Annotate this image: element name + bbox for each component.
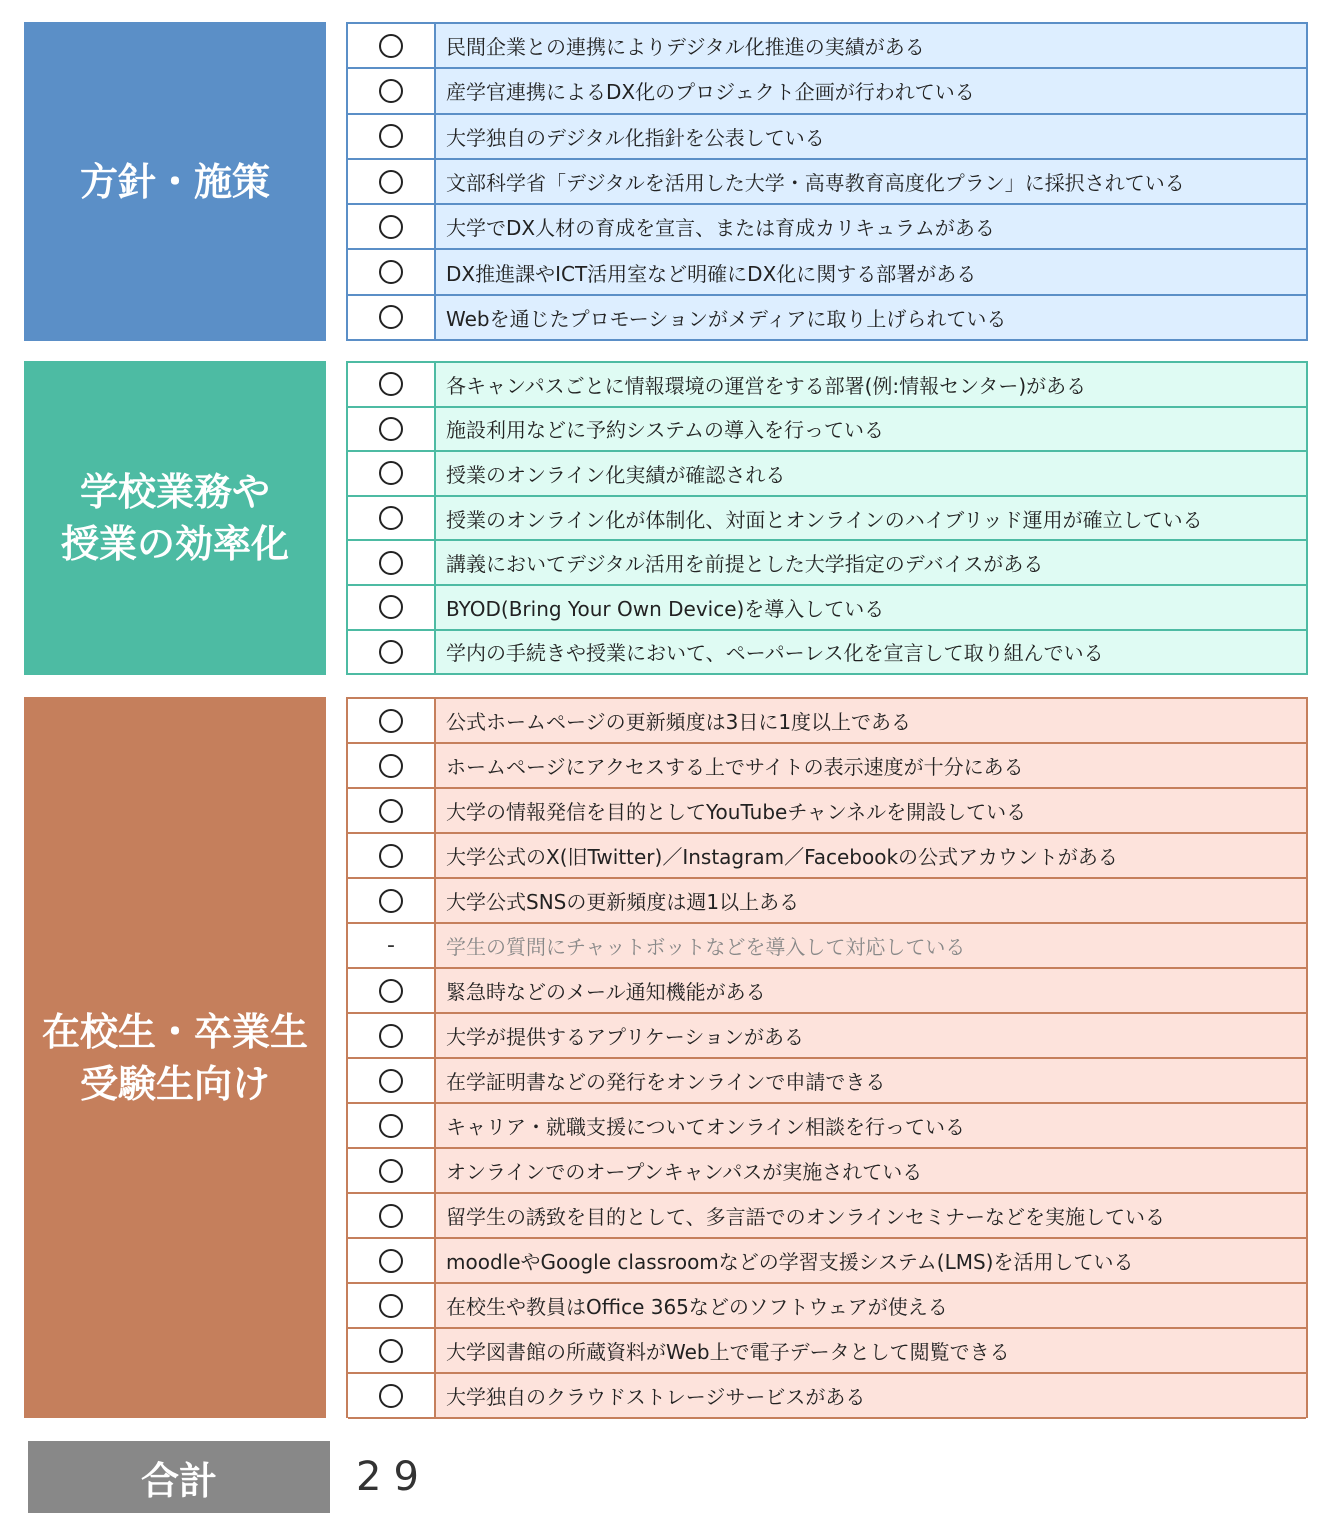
criterion-text: 文部科学省「デジタルを活用した大学・高専教育高度化プラン」に採択されている: [446, 171, 1185, 196]
status-cell: [348, 250, 436, 293]
criterion-text: DX推進課やICT活用室など明確にDX化に関する部署がある: [446, 261, 977, 286]
checklist: [346, 697, 1308, 1418]
criterion-text: ホームページにアクセスする上でサイトの表示速度が十分にある: [446, 755, 1024, 779]
criterion-text: 公式ホームページの更新頻度は3日に1度以上である: [446, 710, 912, 734]
criterion-text: 大学独自のデジタル化指針を公表している: [446, 125, 825, 150]
section-policy: [24, 22, 1308, 341]
criterion-text: 産学官連携によるDX化のプロジェクト企画が行われている: [446, 80, 975, 105]
status-cell: [348, 205, 436, 248]
status-cell: [348, 497, 436, 540]
circle-mark-icon: [379, 1294, 403, 1318]
criterion-text: 民間企業との連携によりデジタル化推進の実績がある: [446, 35, 925, 60]
criterion-text: 在校生や教員はOffice 365などのソフトウェアが使える: [446, 1295, 948, 1319]
status-cell: [348, 408, 436, 451]
status-cell: [348, 24, 436, 67]
status-cell: [348, 1059, 436, 1102]
criterion-text: 大学公式のX(旧Twitter)／Instagram／Facebookの公式アカウントがある: [446, 845, 1118, 869]
criterion-text: 授業のオンライン化実績が確認される: [446, 462, 786, 487]
checklist-row: [348, 160, 1306, 205]
checklist-row: [348, 1194, 1306, 1239]
circle-mark-icon: [379, 1114, 403, 1138]
status-cell: [348, 1014, 436, 1057]
status-cell: [348, 924, 436, 967]
checklist-row: [348, 452, 1306, 497]
total-label: 合計: [28, 1441, 330, 1513]
circle-mark-icon: [379, 844, 403, 868]
checklist-row: [348, 1104, 1306, 1149]
checklist-row: [348, 296, 1306, 341]
status-cell: [348, 1329, 436, 1372]
circle-mark-icon: [379, 595, 403, 619]
circle-mark-icon: [379, 215, 403, 239]
checklist-row: [348, 363, 1306, 408]
circle-mark-icon: [379, 260, 403, 284]
status-cell: [348, 789, 436, 832]
circle-mark-icon: [379, 551, 403, 575]
criterion-text: Webを通じたプロモーションがメディアに取り上げられている: [446, 306, 1007, 331]
status-cell: [348, 879, 436, 922]
status-cell: [348, 744, 436, 787]
circle-mark-icon: [379, 709, 403, 733]
criterion-text: 在学証明書などの発行をオンラインで申請できる: [446, 1070, 886, 1094]
circle-mark-icon: [379, 979, 403, 1003]
circle-mark-icon: [379, 34, 403, 58]
checklist-row: [348, 744, 1306, 789]
checklist: [346, 361, 1308, 675]
section-label-line: 在校生・卒業生: [41, 1009, 308, 1054]
status-cell: [348, 452, 436, 495]
circle-mark-icon: [379, 1339, 403, 1363]
checklist-row: [348, 541, 1306, 586]
criterion-text: 講義においてデジタル活用を前提とした大学指定のデバイスがある: [446, 552, 1044, 577]
criterion-text: 大学公式SNSの更新頻度は週1以上ある: [446, 890, 800, 914]
circle-mark-icon: [379, 1204, 403, 1228]
checklist-row: [348, 250, 1306, 295]
criterion-text: 緊急時などのメール通知機能がある: [446, 980, 766, 1004]
status-cell: [348, 1374, 436, 1417]
criterion-text: 施設利用などに予約システムの導入を行っている: [446, 418, 884, 443]
checklist-row: [348, 69, 1306, 114]
status-cell: [348, 969, 436, 1012]
checklist: [346, 22, 1308, 341]
criterion-text: moodleやGoogle classroomなどの学習支援システム(LMS)を活用している: [446, 1250, 1134, 1274]
circle-mark-icon: [379, 799, 403, 823]
status-cell: [348, 541, 436, 584]
status-cell: [348, 160, 436, 203]
checklist-row: [348, 1329, 1306, 1374]
status-cell: [348, 586, 436, 629]
section-label: [24, 697, 326, 1418]
checklist-row: [348, 115, 1306, 160]
circle-mark-icon: [379, 889, 403, 913]
checklist-row: [348, 631, 1306, 676]
checklist-row: [348, 24, 1306, 69]
circle-mark-icon: [379, 79, 403, 103]
criterion-text: BYOD(Bring Your Own Device)を導入している: [446, 596, 885, 621]
dash-mark: -: [387, 933, 395, 958]
status-cell: [348, 1239, 436, 1282]
criterion-text: 学内の手続きや授業において、ペーパーレス化を宣言して取り組んでいる: [446, 641, 1104, 666]
section-label-line: 方針・施策: [79, 159, 270, 204]
criterion-text: 大学図書館の所蔵資料がWeb上で電子データとして閲覧できる: [446, 1340, 1010, 1364]
circle-mark-icon: [379, 170, 403, 194]
circle-mark-icon: [379, 372, 403, 396]
circle-mark-icon: [379, 754, 403, 778]
status-cell: [348, 1149, 436, 1192]
criterion-text: 各キャンパスごとに情報環境の運営をする部署(例:情報センター)がある: [446, 373, 1087, 398]
circle-mark-icon: [379, 1024, 403, 1048]
circle-mark-icon: [379, 417, 403, 441]
circle-mark-icon: [379, 1249, 403, 1273]
status-cell: [348, 115, 436, 158]
status-cell: [348, 699, 436, 742]
checklist-row: [348, 834, 1306, 879]
circle-mark-icon: [379, 461, 403, 485]
status-cell: [348, 1194, 436, 1237]
total-value: 29: [356, 1454, 431, 1500]
circle-mark-icon: [379, 1384, 403, 1408]
section-label-line: 受験生向け: [79, 1061, 270, 1106]
checklist-row: [348, 1374, 1306, 1419]
section-efficiency: [24, 361, 1308, 675]
checklist-row: [348, 789, 1306, 834]
criterion-text: 留学生の誘致を目的として、多言語でのオンラインセミナーなどを実施している: [446, 1205, 1165, 1229]
circle-mark-icon: [379, 124, 403, 148]
circle-mark-icon: [379, 1069, 403, 1093]
criterion-text: 大学独自のクラウドストレージサービスがある: [446, 1385, 866, 1409]
checklist-row: [348, 586, 1306, 631]
checklist-row: [348, 1014, 1306, 1059]
checklist-row: [348, 497, 1306, 542]
status-cell: [348, 834, 436, 877]
criterion-text: 授業のオンライン化が体制化、対面とオンラインのハイブリッド運用が確立している: [446, 507, 1203, 532]
criterion-text: オンラインでのオープンキャンパスが実施されている: [446, 1160, 923, 1184]
status-cell: [348, 69, 436, 112]
checklist-row: [348, 1284, 1306, 1329]
circle-mark-icon: [379, 305, 403, 329]
section-label: [24, 22, 326, 341]
criterion-text: 大学でDX人材の育成を宣言、または育成カリキュラムがある: [446, 216, 995, 241]
checklist-row: [348, 879, 1306, 924]
circle-mark-icon: [379, 506, 403, 530]
checklist-row: [348, 699, 1306, 744]
status-cell: [348, 1284, 436, 1327]
section-label-line: 授業の効率化: [60, 522, 289, 566]
circle-mark-icon: [379, 640, 403, 664]
checklist-row: [348, 924, 1306, 969]
checklist-row: [348, 969, 1306, 1014]
criterion-text: キャリア・就職支援についてオンライン相談を行っている: [446, 1115, 965, 1139]
checklist-row: [348, 1149, 1306, 1194]
criterion-text: 大学の情報発信を目的としてYouTubeチャンネルを開設している: [446, 800, 1027, 824]
section-students: [24, 697, 1308, 1418]
status-cell: [348, 296, 436, 339]
status-cell: [348, 631, 436, 674]
criterion-text: 学生の質問にチャットボットなどを導入して対応している: [446, 935, 966, 959]
section-label: [24, 361, 326, 675]
section-label-line: 学校業務や: [79, 470, 270, 514]
checklist-row: [348, 205, 1306, 250]
checklist-row: [348, 1059, 1306, 1104]
status-cell: [348, 363, 436, 406]
checklist-row: [348, 1239, 1306, 1284]
status-cell: [348, 1104, 436, 1147]
circle-mark-icon: [379, 1159, 403, 1183]
criterion-text: 大学が提供するアプリケーションがある: [446, 1025, 804, 1049]
checklist-row: [348, 408, 1306, 453]
